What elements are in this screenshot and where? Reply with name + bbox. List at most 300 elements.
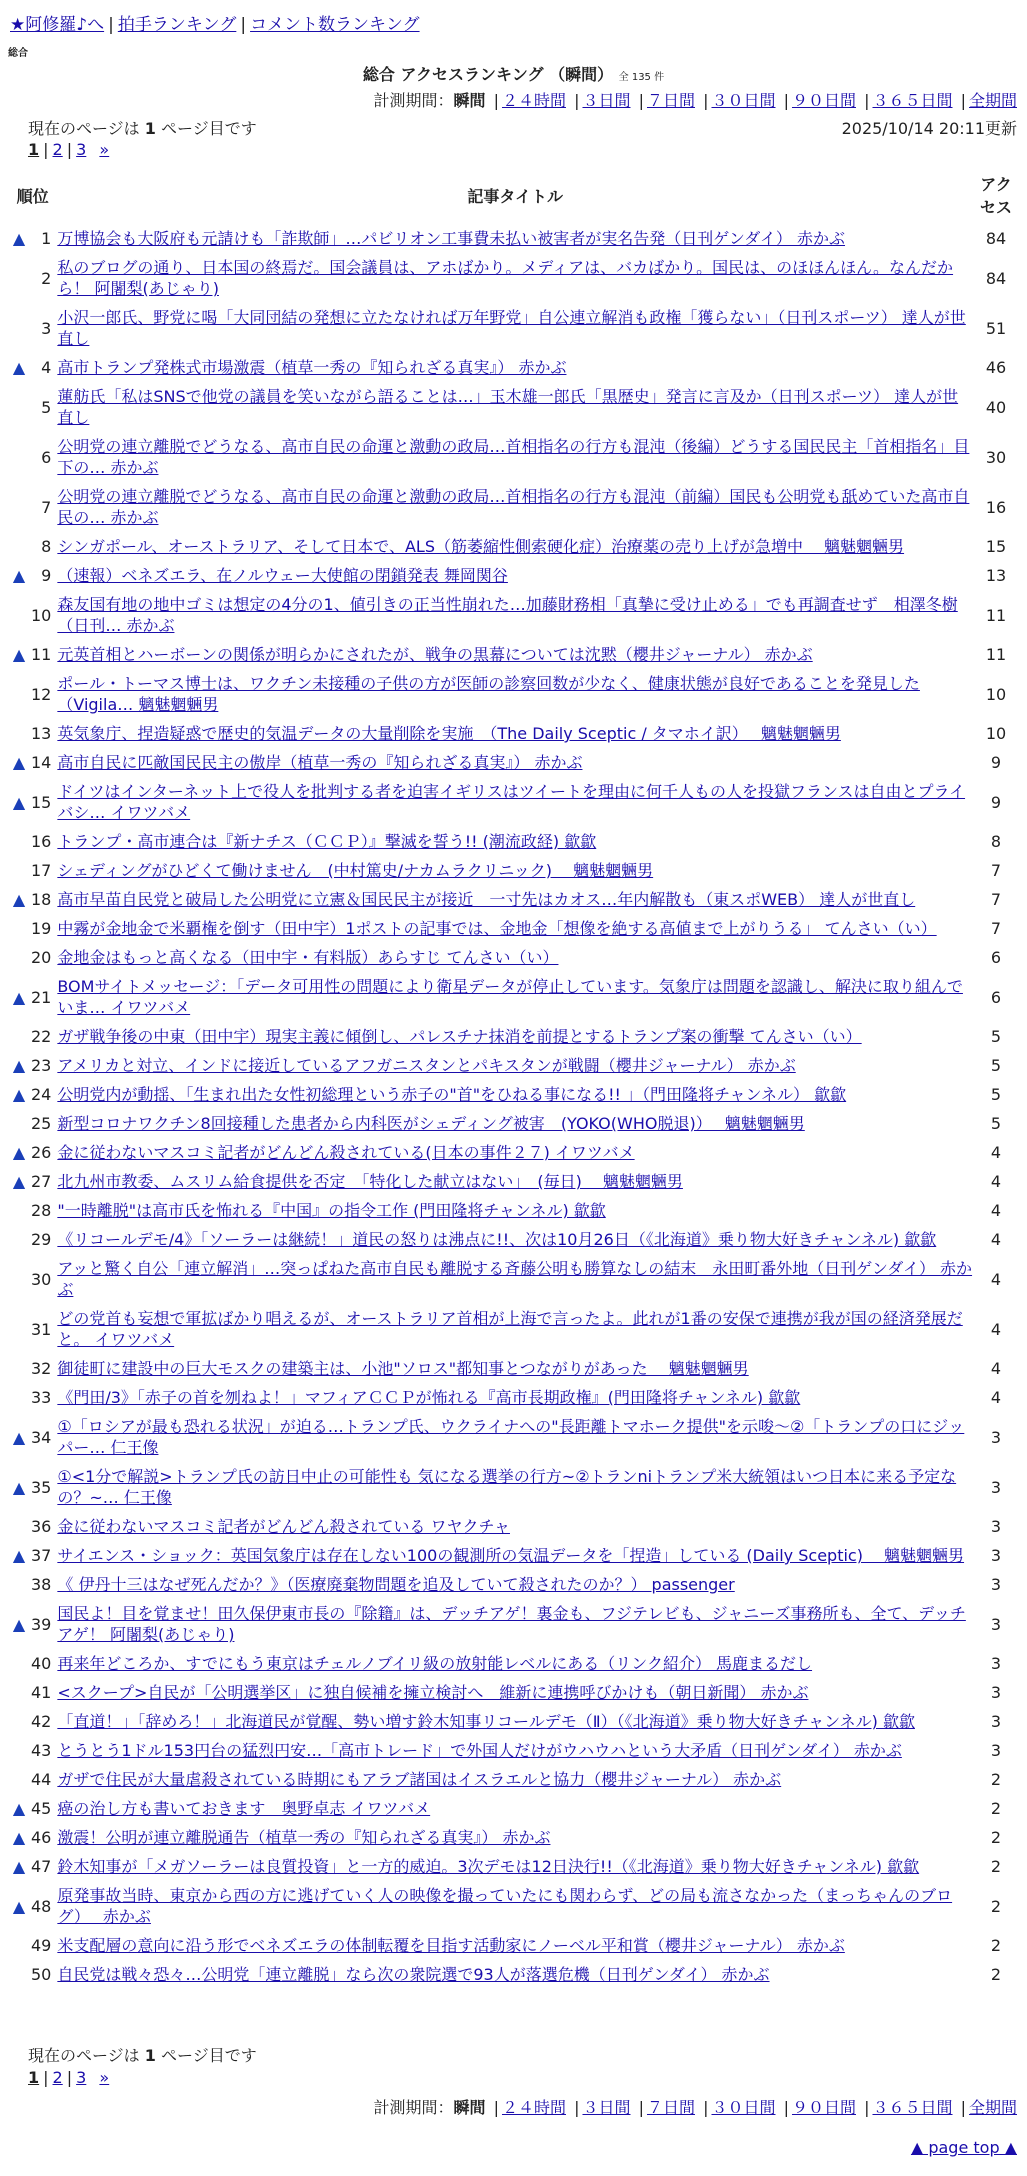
table-row bbox=[8, 1852, 1019, 1881]
article-link[interactable]: 元英首相とハーボーンの関係が明らかにされたが、戦争の黒幕については沈黙（櫻井ジャーナル） 赤かぶ bbox=[57, 645, 813, 664]
pager-link-2[interactable]: 2 bbox=[52, 140, 63, 159]
article-link[interactable]: <スクープ>自民が「公明選挙区」に独自候補を擁立検討へ 維新に連携呼びかけも（朝日新聞） 赤かぶ bbox=[57, 1683, 809, 1702]
rank-arrow-cell bbox=[8, 1412, 30, 1462]
article-title-cell bbox=[57, 561, 973, 590]
article-title-cell bbox=[57, 1881, 973, 1931]
article-title-cell bbox=[57, 1960, 973, 1989]
access-count: 4 bbox=[990, 1359, 1002, 1378]
ranking-table bbox=[8, 166, 1019, 1989]
access-count: 3 bbox=[990, 1546, 1002, 1565]
access-count: 11 bbox=[985, 645, 1007, 664]
rank-arrow-cell bbox=[8, 1080, 30, 1109]
article-title-cell bbox=[57, 1649, 973, 1678]
access-count: 5 bbox=[990, 1085, 1002, 1104]
table-row bbox=[8, 1794, 1019, 1823]
rank-number: 24 bbox=[31, 1085, 52, 1104]
access-count: 7 bbox=[990, 919, 1002, 938]
article-link[interactable]: （速報）ベネズエラ、在ノルウェー大使館の閉鎖発表 舞岡関谷 bbox=[57, 566, 508, 585]
rank-number: 1 bbox=[41, 229, 52, 248]
rank-arrow-cell bbox=[8, 1354, 30, 1383]
table-row bbox=[8, 1881, 1019, 1931]
access-count: 2 bbox=[990, 1896, 1002, 1916]
period-link-all[interactable]: 全期間 bbox=[968, 2098, 1017, 2117]
rank-arrow-cell bbox=[8, 1852, 30, 1881]
article-link[interactable]: シェディングがひどくて働けません (中村篤史/ナカムラクリニック) 魑魅魍魎男 bbox=[57, 861, 654, 880]
rank-number: 43 bbox=[31, 1741, 52, 1760]
nav-separator: | bbox=[108, 15, 114, 35]
rank-arrow-cell bbox=[8, 972, 30, 1022]
header-access: アクセス bbox=[979, 175, 1012, 217]
article-link[interactable]: トランプ・高市連合は『新ナチス（ＣＣＰ）』撃滅を誓う!! (潮流政経) 歙歙 bbox=[57, 832, 597, 851]
rank-arrow-cell bbox=[8, 1254, 30, 1304]
rank-number: 36 bbox=[31, 1517, 52, 1536]
access-count: 4 bbox=[990, 1319, 1002, 1339]
rank-number: 47 bbox=[31, 1857, 52, 1876]
rank-arrow-cell bbox=[8, 561, 30, 590]
rank-arrow-cell bbox=[8, 1512, 30, 1541]
access-count: 5 bbox=[990, 1027, 1002, 1046]
up-arrow-icon: ▲ bbox=[12, 1427, 26, 1447]
article-title-cell bbox=[57, 1931, 973, 1960]
rank-number: 5 bbox=[41, 397, 52, 417]
table-row bbox=[8, 1678, 1019, 1707]
article-link[interactable]: 私のブログの通り、日本国の終焉だ。国会議員は、アホばかり。メディアは、バカばかり。国民は、のほほんほん。なんだから！ 阿闍梨(あじゃり) bbox=[57, 258, 954, 298]
access-count: 3 bbox=[990, 1517, 1002, 1536]
article-title-cell bbox=[57, 532, 973, 561]
article-link[interactable]: "一時離脱"は高市氏を怖れる『中国』の指令工作 (門田隆将チャンネル) 歙歙 bbox=[57, 1201, 606, 1220]
table-row bbox=[8, 1512, 1019, 1541]
article-title-cell bbox=[57, 1109, 973, 1138]
page-top-link[interactable]: ▲ page top ▲ bbox=[910, 2138, 1017, 2157]
period-link-7d[interactable]: ７日間 bbox=[646, 91, 695, 110]
pager-link-2[interactable]: 2 bbox=[52, 2068, 63, 2087]
up-arrow-icon: ▲ bbox=[12, 566, 26, 585]
period-link-365d[interactable]: ３６５日間 bbox=[872, 2098, 953, 2117]
article-title-cell bbox=[57, 1383, 973, 1412]
up-arrow-icon: ▲ bbox=[12, 1857, 26, 1876]
article-link[interactable]: 激震！公明が連立離脱通告（植草一秀の『知られざる真実』） 赤かぶ bbox=[57, 1828, 551, 1847]
period-link-24h[interactable]: ２４時間 bbox=[501, 2098, 566, 2117]
access-count: 4 bbox=[990, 1143, 1002, 1162]
rank-number: 23 bbox=[31, 1056, 52, 1075]
article-title-cell bbox=[57, 1022, 973, 1051]
table-row bbox=[8, 1931, 1019, 1960]
table-row bbox=[8, 1109, 1019, 1138]
rank-number: 45 bbox=[31, 1799, 52, 1818]
rank-number: 20 bbox=[31, 948, 52, 967]
rank-arrow-cell bbox=[8, 482, 30, 532]
article-link[interactable]: 国民よ！目を覚ませ！田久保伊東市長の『除籍』は、デッチアゲ！裏金も、フジテレビも、ジャニーズ事務所も、全て、デッチアゲ！ 阿闍梨(あじゃり) bbox=[57, 1604, 966, 1644]
access-count: 10 bbox=[985, 684, 1007, 704]
access-count: 51 bbox=[985, 318, 1007, 338]
period-link-all[interactable]: 全期間 bbox=[968, 91, 1017, 110]
rank-arrow-cell bbox=[8, 640, 30, 669]
access-count: 84 bbox=[985, 268, 1007, 288]
rank-arrow-cell bbox=[8, 253, 30, 303]
access-count: 16 bbox=[985, 497, 1007, 517]
rank-number: 37 bbox=[31, 1546, 52, 1565]
article-title-cell bbox=[57, 590, 973, 640]
rank-arrow-cell bbox=[8, 1823, 30, 1852]
article-title-cell bbox=[57, 1852, 973, 1881]
pager-next[interactable]: » bbox=[99, 2068, 110, 2087]
article-link[interactable]: 高市トランプ発株式市場激震（植草一秀の『知られざる真実』） 赤かぶ bbox=[57, 358, 567, 377]
article-title-cell bbox=[57, 1254, 973, 1304]
rank-arrow-cell bbox=[8, 1765, 30, 1794]
rank-arrow-cell bbox=[8, 1109, 30, 1138]
article-link[interactable]: シンガポール、オーストラリア、そして日本で、ALS（筋萎縮性側索硬化症）治療薬の売り上げが急増中 魑魅魍魎男 bbox=[57, 537, 905, 556]
article-link[interactable]: ガザ戦争後の中東（田中宇）現実主義に傾倒し、パレスチナ抹消を前提とするトランプ案の衝撃 てんさい（い） bbox=[57, 1027, 862, 1046]
rank-arrow-cell bbox=[8, 914, 30, 943]
rank-arrow-cell bbox=[8, 943, 30, 972]
rank-arrow-cell bbox=[8, 669, 30, 719]
article-link[interactable]: 高市早苗自民党と破局した公明党に立憲＆国民民主が接近 一寸先はカオス…年内解散も（東スポWEB） 達人が世直し bbox=[57, 890, 916, 909]
table-row bbox=[8, 382, 1019, 432]
header-title: 記事タイトル bbox=[467, 186, 564, 206]
total-count: 全 135 件 bbox=[618, 72, 665, 83]
rank-arrow-cell bbox=[8, 382, 30, 432]
article-link[interactable]: 癌の治し方も書いておきます 奥野卓志 イワツバメ bbox=[57, 1799, 431, 1818]
rank-arrow-cell bbox=[8, 1599, 30, 1649]
rank-arrow-cell bbox=[8, 1736, 30, 1765]
period-link-90d[interactable]: ９０日間 bbox=[791, 91, 856, 110]
rank-number: 42 bbox=[31, 1712, 52, 1731]
rank-number: 9 bbox=[41, 566, 52, 585]
page-title bbox=[0, 62, 1027, 85]
article-link[interactable]: ポール・トーマス博士は、ワクチン未接種の子供の方が医師の診察回数が少なく、健康状態が良好であることを発見した（Vigila… 魑魅魍魎男 bbox=[57, 674, 920, 714]
rank-number: 6 bbox=[41, 447, 52, 467]
access-count: 3 bbox=[990, 1712, 1002, 1731]
access-count: 8 bbox=[990, 832, 1002, 851]
rank-number: 7 bbox=[41, 497, 52, 517]
table-row bbox=[8, 224, 1019, 253]
up-arrow-icon: ▲ bbox=[12, 987, 26, 1007]
rank-number: 21 bbox=[31, 987, 52, 1007]
up-arrow-icon: ▲ bbox=[12, 1172, 26, 1191]
rank-arrow-cell bbox=[8, 1707, 30, 1736]
table-row bbox=[8, 1383, 1019, 1412]
rank-number: 3 bbox=[41, 318, 52, 338]
table-row bbox=[8, 1736, 1019, 1765]
period-link-24h[interactable]: ２４時間 bbox=[501, 91, 566, 110]
period-link-90d[interactable]: ９０日間 bbox=[791, 2098, 856, 2117]
article-link[interactable]: アッと驚く自公「連立解消」…突っぱねた高市自民も離脱する斉藤公明も勝算なしの結末 永田町番外地（日刊ゲンダイ） 赤かぶ bbox=[57, 1259, 973, 1299]
access-count: 4 bbox=[990, 1230, 1002, 1249]
article-link[interactable]: 自民党は戦々恐々…公明党「連立離脱」なら次の衆院選で93人が落選危機（日刊ゲンダイ） 赤かぶ bbox=[57, 1965, 770, 1984]
rank-number: 22 bbox=[31, 1027, 52, 1046]
updated-timestamp: 2025/10/14 20:11更新 bbox=[841, 119, 1017, 138]
access-count: 10 bbox=[985, 724, 1007, 743]
access-count: 4 bbox=[990, 1172, 1002, 1191]
table-row bbox=[8, 914, 1019, 943]
table-row bbox=[8, 432, 1019, 482]
table-row bbox=[8, 561, 1019, 590]
rank-arrow-cell bbox=[8, 1794, 30, 1823]
rank-number: 18 bbox=[31, 890, 52, 909]
article-link[interactable]: 英気象庁、捏造疑惑で歴史的気温データの大量削除を実施 （The Daily Sceptic / タマホイ訳） 魑魅魍魎男 bbox=[57, 724, 841, 743]
table-row bbox=[8, 1649, 1019, 1678]
access-count: 3 bbox=[990, 1614, 1002, 1634]
access-count: 84 bbox=[985, 229, 1007, 248]
article-title-cell bbox=[57, 827, 973, 856]
period-label: 計測期間： bbox=[373, 91, 454, 110]
article-title-cell bbox=[57, 914, 973, 943]
table-row bbox=[8, 1254, 1019, 1304]
period-link-30d[interactable]: ３０日間 bbox=[711, 2098, 776, 2117]
header-rank: 順位 bbox=[16, 186, 49, 206]
current-page-text: 現在のページは 1 ページ目です bbox=[28, 119, 257, 138]
article-title-cell bbox=[57, 1225, 973, 1254]
article-title-cell bbox=[57, 972, 973, 1022]
applause-ranking-link[interactable]: 拍手ランキング bbox=[117, 15, 237, 35]
pager-next[interactable]: » bbox=[99, 140, 110, 159]
pager-top: 1 | 2 | 3 » bbox=[28, 140, 110, 159]
table-row bbox=[8, 1080, 1019, 1109]
pager-link-3[interactable]: 3 bbox=[76, 140, 87, 159]
access-count: 3 bbox=[990, 1741, 1002, 1760]
article-link[interactable]: 再来年どころか、すでにもう東京はチェルノブイリ級の放射能レベルにある（リンク紹介） 馬鹿まるだし bbox=[57, 1654, 813, 1673]
access-count: 3 bbox=[990, 1575, 1002, 1594]
period-link-3d[interactable]: ３日間 bbox=[582, 91, 631, 110]
article-title-cell bbox=[57, 1707, 973, 1736]
article-link[interactable]: 金に従わないマスコミ記者がどんどん殺されている ワヤクチャ bbox=[57, 1517, 510, 1536]
access-count: 7 bbox=[990, 890, 1002, 909]
article-link[interactable]: 鈴木知事が「メガソーラーは良質投資」と一方的威迫。3次デモは12日決行!!（《北海道》乗り物大好きチャンネル) 歙歙 bbox=[57, 1857, 920, 1876]
rank-number: 8 bbox=[41, 537, 52, 556]
article-link[interactable]: 「直道！」「辞めろ！」北海道民が覚醒、勢い増す鈴木知事リコールデモ（Ⅱ）（《北海道》乗り物大好きチャンネル) 歙歙 bbox=[57, 1712, 915, 1731]
up-arrow-icon: ▲ bbox=[12, 1477, 26, 1497]
article-link[interactable]: 森友国有地の地中ゴミは想定の4分の1、値引きの正当性崩れた…加藤財務相「真摯に受け止める」でも再調査せず 相澤冬樹（日刊… 赤かぶ bbox=[57, 595, 958, 635]
table-row bbox=[8, 827, 1019, 856]
article-title-cell bbox=[57, 1354, 973, 1383]
rank-arrow-cell bbox=[8, 885, 30, 914]
up-arrow-icon: ▲ bbox=[12, 890, 26, 909]
period-link-365d[interactable]: ３６５日間 bbox=[872, 91, 953, 110]
up-arrow-icon: ▲ bbox=[12, 1896, 26, 1916]
article-title-cell bbox=[57, 1541, 973, 1570]
access-count: 7 bbox=[990, 861, 1002, 880]
comment-ranking-link[interactable]: コメント数ランキング bbox=[250, 15, 420, 35]
article-link[interactable]: 北九州市教委、ムスリム給食提供を否定 「特化した献立はない」 (毎日) 魑魅魍魎男 bbox=[57, 1172, 683, 1191]
rank-arrow-cell bbox=[8, 1541, 30, 1570]
article-link[interactable]: 《門田/3》「赤子の首を刎ねよ！」マフィアＣＣＰが怖れる『高市長期政権』(門田隆将チャンネル) 歙歙 bbox=[57, 1388, 801, 1407]
rank-number: 33 bbox=[31, 1388, 52, 1407]
up-arrow-icon: ▲ bbox=[12, 1799, 26, 1818]
article-link[interactable]: 金地金はもっと高くなる（田中宇・有料版）あらすじ てんさい（い） bbox=[57, 948, 559, 967]
article-title-cell bbox=[57, 1304, 973, 1354]
article-title-cell bbox=[57, 1196, 973, 1225]
table-row bbox=[8, 482, 1019, 532]
rank-number: 30 bbox=[31, 1269, 52, 1289]
access-count: 40 bbox=[985, 397, 1007, 417]
article-link[interactable]: 中霧が金地金で米覇権を倒す（田中宇）1ポストの記事では、金地金「想像を絶する高値まで上がりうる」 てんさい（い） bbox=[57, 919, 937, 938]
table-row bbox=[8, 1823, 1019, 1852]
rank-arrow-cell bbox=[8, 1649, 30, 1678]
rank-number: 25 bbox=[31, 1114, 52, 1133]
table-row bbox=[8, 1354, 1019, 1383]
rank-number: 31 bbox=[31, 1319, 52, 1339]
access-count: 2 bbox=[990, 1857, 1002, 1876]
current-page-text-bottom: 現在のページは 1 ページ目です bbox=[28, 2046, 257, 2065]
rank-number: 38 bbox=[31, 1575, 52, 1594]
rank-arrow-cell bbox=[8, 1462, 30, 1512]
table-row bbox=[8, 640, 1019, 669]
table-row bbox=[8, 719, 1019, 748]
table-row bbox=[8, 590, 1019, 640]
article-link[interactable]: 高市自民に匹敵国民民主の傲岸（植草一秀の『知られざる真実』） 赤かぶ bbox=[57, 753, 583, 772]
article-title-cell bbox=[57, 224, 973, 253]
up-arrow-icon: ▲ bbox=[12, 1828, 26, 1847]
article-title-cell bbox=[57, 482, 973, 532]
access-count: 2 bbox=[990, 1965, 1002, 1984]
table-row bbox=[8, 1765, 1019, 1794]
period-label: 計測期間： bbox=[373, 2098, 454, 2117]
top-nav bbox=[10, 10, 420, 35]
rank-arrow-cell bbox=[8, 719, 30, 748]
table-row bbox=[8, 1960, 1019, 1989]
rank-number: 29 bbox=[31, 1230, 52, 1249]
period-link-7d[interactable]: ７日間 bbox=[646, 2098, 695, 2117]
article-title-cell bbox=[57, 1678, 973, 1707]
access-count: 3 bbox=[990, 1477, 1002, 1497]
table-row bbox=[8, 303, 1019, 353]
article-title-cell bbox=[57, 1823, 973, 1852]
table-row bbox=[8, 669, 1019, 719]
period-link-30d[interactable]: ３０日間 bbox=[711, 91, 776, 110]
access-count: 2 bbox=[990, 1936, 1002, 1955]
article-title-cell bbox=[57, 1080, 973, 1109]
article-link[interactable]: アメリカと対立、インドに接近しているアフガニスタンとパキスタンが戦闘（櫻井ジャーナル） 赤かぶ bbox=[57, 1056, 796, 1075]
table-row bbox=[8, 1599, 1019, 1649]
up-arrow-icon: ▲ bbox=[12, 358, 26, 377]
access-count: 4 bbox=[990, 1201, 1002, 1220]
article-link[interactable]: BOMサイトメッセージ：「データ可用性の問題により衛星データが停止しています。気象庁は問題を認識し、解決に取り組んでいま… イワツバメ bbox=[57, 977, 963, 1017]
article-link[interactable]: 小沢一郎氏、野党に喝「大同団結の発想に立たなければ万年野党」自公連立解消も政権「獲らない」（日刊スポーツ） 達人が世直し bbox=[57, 308, 966, 348]
article-link[interactable]: 御徒町に建設中の巨大モスクの建築主は、小池"ソロス"都知事とつながりがあった 魑魅魍魎男 bbox=[57, 1359, 749, 1378]
table-row bbox=[8, 1051, 1019, 1080]
rank-number: 13 bbox=[31, 724, 52, 743]
article-link[interactable]: 蓮舫氏「私はSNSで他党の議員を笑いながら語ることは…」玉木雄一郎氏「黒歴史」発言に言及か（日刊スポーツ） 達人が世直し bbox=[57, 387, 959, 427]
rank-arrow-cell bbox=[8, 1304, 30, 1354]
article-title-cell bbox=[57, 353, 973, 382]
article-link[interactable]: 原発事故当時、東京から西の方に逃げていく人の映像を撮っていたにも関わらず、どの局も流さなかった（まっちゃんのブログ） 赤かぶ bbox=[57, 1886, 953, 1926]
article-title-cell bbox=[57, 640, 973, 669]
table-row bbox=[8, 1462, 1019, 1512]
table-row bbox=[8, 1167, 1019, 1196]
rank-number: 39 bbox=[31, 1614, 52, 1634]
article-link[interactable]: ドイツはインターネット上で役人を批判する者を迫害イギリスはツイートを理由に何千人もの人を投獄フランスは自由とプライバシ… イワツバメ bbox=[57, 782, 966, 822]
article-link[interactable]: ①「ロシアが最も恐れる状況」が迫る…トランプ氏、ウクライナへの"長距離トマホーク提供"を示唆～②「トランプの口にジッパー… 仁王像 bbox=[57, 1417, 965, 1457]
rank-number: 40 bbox=[31, 1654, 52, 1673]
home-link[interactable]: ★阿修羅♪へ bbox=[10, 15, 105, 35]
up-arrow-icon: ▲ bbox=[12, 753, 26, 772]
rank-arrow-cell bbox=[8, 432, 30, 482]
table-row bbox=[8, 1304, 1019, 1354]
article-title-cell bbox=[57, 748, 973, 777]
table-row bbox=[8, 777, 1019, 827]
access-count: 4 bbox=[990, 1269, 1002, 1289]
access-count: 30 bbox=[985, 447, 1007, 467]
access-count: 2 bbox=[990, 1828, 1002, 1847]
article-link[interactable]: とうとう1ドル153円台の猛烈円安…「高市トレード」で外国人だけがウハウハという大矛盾（日刊ゲンダイ） 赤かぶ bbox=[57, 1741, 902, 1760]
table-row bbox=[8, 1196, 1019, 1225]
rank-arrow-cell bbox=[8, 353, 30, 382]
pager-current: 1 bbox=[28, 140, 40, 159]
access-count: 3 bbox=[990, 1654, 1002, 1673]
article-link[interactable]: 米支配層の意向に沿う形でベネズエラの体制転覆を目指す活動家にノーベル平和賞（櫻井ジャーナル） 赤かぶ bbox=[57, 1936, 845, 1955]
table-row bbox=[8, 885, 1019, 914]
rank-number: 27 bbox=[31, 1172, 52, 1191]
article-link[interactable]: ①<1分で解説>トランプ氏の訪日中止の可能性も 気になる選挙の行方~②トランniトランプ米大統領はいつ日本に来る予定なの？~… 仁王像 bbox=[57, 1467, 957, 1507]
up-arrow-icon: ▲ bbox=[12, 792, 26, 812]
article-link[interactable]: 《リコールデモ/4》「ソーラーは継続！」道民の怒りは沸点に!!、次は10月26日（《北海道》乗り物大好きチャンネル) 歙歙 bbox=[57, 1230, 937, 1249]
rank-arrow-cell bbox=[8, 1225, 30, 1254]
rank-number: 2 bbox=[41, 268, 52, 288]
rank-number: 19 bbox=[31, 919, 52, 938]
up-arrow-icon: ▲ bbox=[12, 1143, 26, 1162]
rank-arrow-cell bbox=[8, 1678, 30, 1707]
period-link-3d[interactable]: ３日間 bbox=[582, 2098, 631, 2117]
access-count: 6 bbox=[990, 948, 1002, 967]
access-count: 11 bbox=[985, 605, 1007, 625]
article-title-cell bbox=[57, 885, 973, 914]
rank-arrow-cell bbox=[8, 224, 30, 253]
article-link[interactable]: 公明党の連立離脱でどうなる、高市自民の命運と激動の政局…首相指名の行方も混沌（後編）どうする国民民主「首相指名」目下の… 赤かぶ bbox=[57, 437, 970, 477]
rank-arrow-cell bbox=[8, 1931, 30, 1960]
table-row bbox=[8, 1570, 1019, 1599]
article-link[interactable]: 金に従わないマスコミ記者がどんどん殺されている(日本の事件２７) イワツバメ bbox=[57, 1143, 635, 1162]
table-row bbox=[8, 1138, 1019, 1167]
access-count: 3 bbox=[990, 1683, 1002, 1702]
rank-arrow-cell bbox=[8, 1051, 30, 1080]
rank-arrow-cell bbox=[8, 1167, 30, 1196]
rank-number: 11 bbox=[31, 645, 52, 664]
rank-arrow-cell bbox=[8, 1570, 30, 1599]
rank-number: 50 bbox=[31, 1965, 52, 1984]
article-link[interactable]: どの党首も妄想で軍拡ばかり唱えるが、オーストラリア首相が上海で言ったよ。此れが1番の安保で連携が我が国の経済発展だと。 イワツバメ bbox=[57, 1309, 963, 1349]
up-arrow-icon: ▲ bbox=[12, 1056, 26, 1075]
article-link[interactable]: ガザで住民が大量虐殺されている時期にもアラブ諸国はイスラエルと協力（櫻井ジャーナル） 赤かぶ bbox=[57, 1770, 782, 1789]
article-link[interactable]: 万博協会も大阪府も元請けも「詐欺師」…パビリオン工事費未払い被害者が実名告発（日刊ゲンダイ） 赤かぶ bbox=[57, 229, 846, 248]
access-count: 9 bbox=[990, 792, 1002, 812]
table-row bbox=[8, 943, 1019, 972]
rank-arrow-cell bbox=[8, 1383, 30, 1412]
pager-link-3[interactable]: 3 bbox=[76, 2068, 87, 2087]
rank-arrow-cell bbox=[8, 777, 30, 827]
article-link[interactable]: 新型コロナワクチン8回接種した患者から内科医がシェディング被害 (YOKO(WHO脱退)） 魑魅魍魎男 bbox=[57, 1114, 805, 1133]
article-title-cell bbox=[57, 382, 973, 432]
article-link[interactable]: 《 伊丹十三はなぜ死んだか？》（医療廃棄物問題を追及していて殺されたのか？） passenger bbox=[57, 1575, 735, 1594]
rank-arrow-cell bbox=[8, 1960, 30, 1989]
rank-number: 44 bbox=[31, 1770, 52, 1789]
rank-number: 17 bbox=[31, 861, 52, 880]
article-title-cell bbox=[57, 856, 973, 885]
article-title-cell bbox=[57, 943, 973, 972]
article-link[interactable]: 公明党内が動揺、「生まれ出た女性初総理という赤子の"首"をひねる事になる!! 」（門田隆将チャンネル） 歙歙 bbox=[57, 1085, 847, 1104]
article-link[interactable]: 公明党の連立離脱でどうなる、高市自民の命運と激動の政局…首相指名の行方も混沌（前編）国民も公明党も舐めていた高市自民の… 赤かぶ bbox=[57, 487, 970, 527]
period-current: 瞬間 bbox=[453, 91, 486, 110]
rank-arrow-cell bbox=[8, 1196, 30, 1225]
rank-number: 15 bbox=[31, 792, 52, 812]
article-title-cell bbox=[57, 432, 973, 482]
rank-number: 4 bbox=[41, 358, 52, 377]
period-nav-bottom: 計測期間：瞬間 | ２４時間 | ３日間 | ７日間 | ３０日間 | ９０日間 | ３６５日間 | 全期間 bbox=[373, 2098, 1017, 2117]
pager-bottom: 1 | 2 | 3 » bbox=[28, 2068, 110, 2087]
pager-current: 1 bbox=[28, 2068, 40, 2087]
up-arrow-icon: ▲ bbox=[12, 229, 26, 248]
ranking-title: 総合 アクセスランキング （瞬間） bbox=[362, 65, 614, 84]
article-link[interactable]: サイエンス・ショック：英国気象庁は存在しない100の観測所の気温データを「捏造」している (Daily Sceptic) 魑魅魍魎男 bbox=[57, 1546, 965, 1565]
